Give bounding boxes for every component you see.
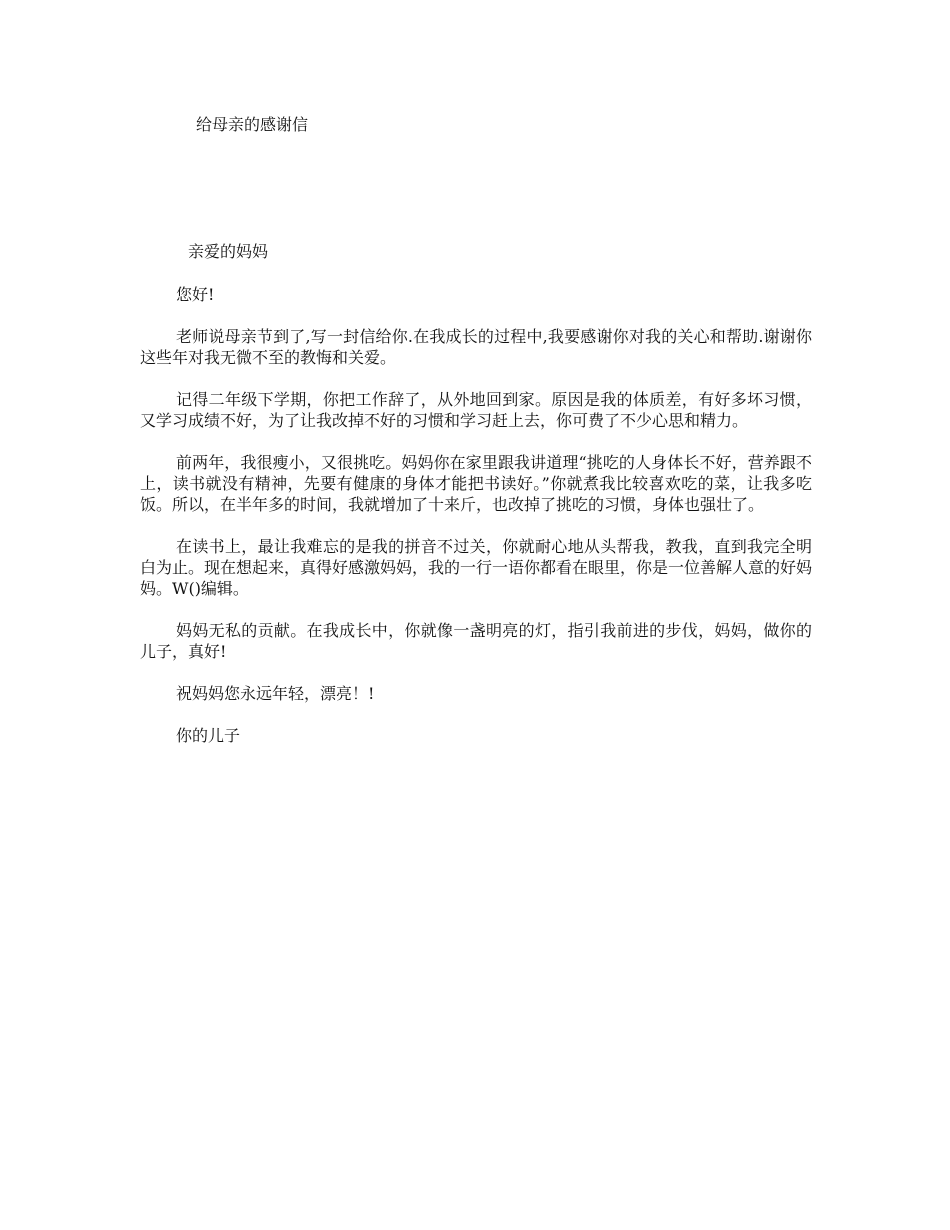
letter-paragraph-4: 在读书上，最让我难忘的是我的拼音不过关，你就耐心地从头帮我，教我，直到我完全明白为止。现在想起来，真得好感激妈妈，我的一行一语你都看在眼里，你是一位善解人意的好妈妈。W()编辑。 [140,537,813,598]
letter-salutation: 亲爱的妈妈 [188,242,269,261]
letter-body [140,284,812,767]
letter-paragraph-2: 记得二年级下学期，你把工作辞了，从外地回到家。原因是我的体质差，有好多坏习惯，又学习成绩不好，为了让我改掉不好的习惯和学习赶上去，你可费了不少心思和精力。 [140,390,812,430]
letter-greeting: 您好! [176,285,215,304]
letter-paragraph-3: 前两年，我很瘦小，又很挑吃。妈妈你在家里跟我讲道理“挑吃的人身体长不好，营养跟不上，读书就没有精神，先要有健康的身体才能把书读好。”你就煮我比较喜欢吃的菜，让我多吃饭。所以，在半年多的时间，我就增加了十来斤，也改掉了挑吃的习惯，身体也强壮了。 [140,453,812,514]
letter-paragraph-1: 老师说母亲节到了,写一封信给你.在我成长的过程中,我要感谢你对我的关心和帮助.谢谢你这些年对我无微不至的教悔和关爱。 [140,327,812,367]
letter-title: 给母亲的感谢信 [196,115,309,134]
letter-paragraph-5: 妈妈无私的贡献。在我成长中，你就像一盏明亮的灯，指引我前进的步伐，妈妈，做你的儿子，真好! [140,621,812,661]
letter-signature: 你的儿子 [176,726,241,745]
letter-closing-wish: 祝妈妈您永远年轻，漂亮！! [176,684,375,703]
